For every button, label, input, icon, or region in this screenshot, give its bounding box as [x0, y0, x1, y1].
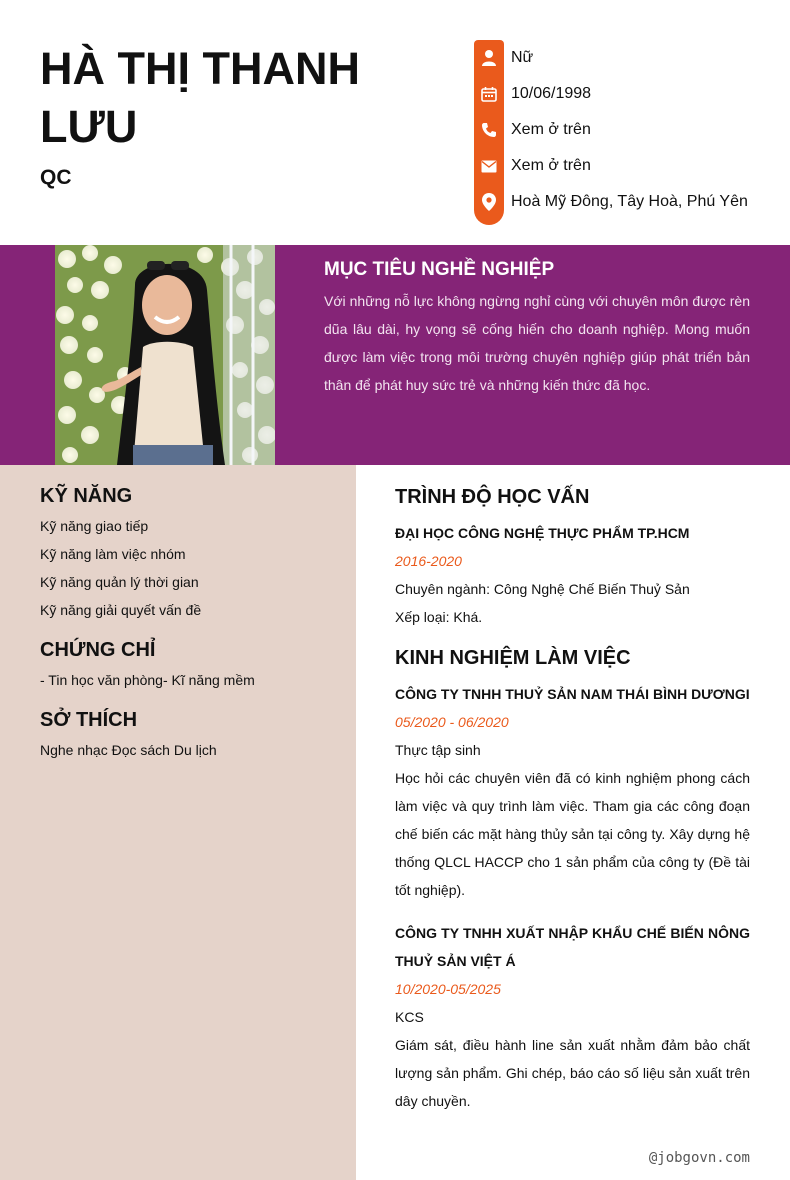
education-grade: Xếp loại: Khá.	[395, 609, 483, 625]
address-value: Hoà Mỹ Đông, Tây Hoà, Phú Yên	[511, 193, 748, 210]
education-major: Chuyên ngành: Công Nghệ Chế Biến Thuỷ Sản	[395, 581, 690, 597]
gender-value: Nữ	[511, 49, 534, 66]
job-position: KCS	[395, 1009, 424, 1025]
job-company: CÔNG TY TNHH THUỶ SẢN NAM THÁI BÌNH DƯƠNGI	[395, 686, 750, 702]
hobbies-title: SỞ THÍCH	[40, 709, 138, 731]
phone-value: Xem ở trên	[511, 121, 591, 138]
school-name: ĐẠI HỌC CÔNG NGHỆ THỰC PHẨM TP.HCM	[395, 525, 690, 541]
education-period: 2016-2020	[395, 553, 462, 569]
job-period: 05/2020 - 06/2020	[395, 714, 509, 730]
skills-title: KỸ NĂNG	[40, 485, 133, 507]
objective-title: MỤC TIÊU NGHỀ NGHIỆP	[324, 259, 555, 280]
person-icon	[474, 40, 504, 76]
candidate-name: HÀ THỊ THANH LƯU	[40, 43, 360, 152]
email-value: Xem ở trên	[511, 157, 591, 174]
certificates-title: CHỨNG CHỈ	[40, 639, 156, 661]
location-pin-icon	[474, 184, 504, 220]
phone-icon	[474, 112, 504, 148]
calendar-icon	[474, 76, 504, 112]
job-description: Học hỏi các chuyên viên đã có kinh nghiệm phong cách làm việc và quy trình làm việc. Tham gia các công đoạn chế biến các mặt hàng thủy sản tại công ty. Xây dựng hệ thống QLCL HACCP cho 1 sản phẩm của công ty (Đề tài tốt nghiệp).	[395, 770, 750, 898]
skill-item: Kỹ năng quản lý thời gian	[40, 574, 199, 590]
job-company: CÔNG TY TNHH XUẤT NHẬP KHẨU CHẾ BIẾN NÔNG THUỶ SẢN VIỆT Á	[395, 925, 750, 969]
profile-photo	[55, 245, 275, 465]
mail-icon	[474, 148, 504, 184]
job-description: Giám sát, điều hành line sản xuất nhằm đảm bảo chất lượng sản phẩm. Ghi chép, báo cáo số liệu sản xuất trên dây chuyền.	[395, 1037, 750, 1109]
education-title: TRÌNH ĐỘ HỌC VẤN	[395, 486, 590, 508]
job-period: 10/2020-05/2025	[395, 981, 501, 997]
skill-item: Kỹ năng giải quyết vấn đề	[40, 602, 202, 618]
watermark: @jobgovn.com	[648, 1150, 750, 1166]
skill-item: Kỹ năng làm việc nhóm	[40, 546, 186, 562]
experience-title: KINH NGHIỆM LÀM VIỆC	[395, 647, 631, 669]
objective-text: Với những nỗ lực không ngừng nghỉ cùng với chuyên môn được rèn dũa lâu dài, hy vọng sẽ cống hiến cho doanh nghiệp. Mong muốn được làm việc trong môi trường chuyên nghiệp giúp phát triển bản thân để phát huy sức trẻ và những kiến thức đã học.	[324, 293, 750, 393]
certificate-item: - Tin học văn phòng- Kĩ năng mềm	[40, 672, 255, 688]
job-title: QC	[40, 166, 72, 189]
birthdate-value: 10/06/1998	[511, 85, 592, 102]
hobbies-text: Nghe nhạc Đọc sách Du lịch	[40, 742, 217, 758]
job-position: Thực tập sinh	[395, 742, 481, 758]
skill-item: Kỹ năng giao tiếp	[40, 518, 149, 534]
